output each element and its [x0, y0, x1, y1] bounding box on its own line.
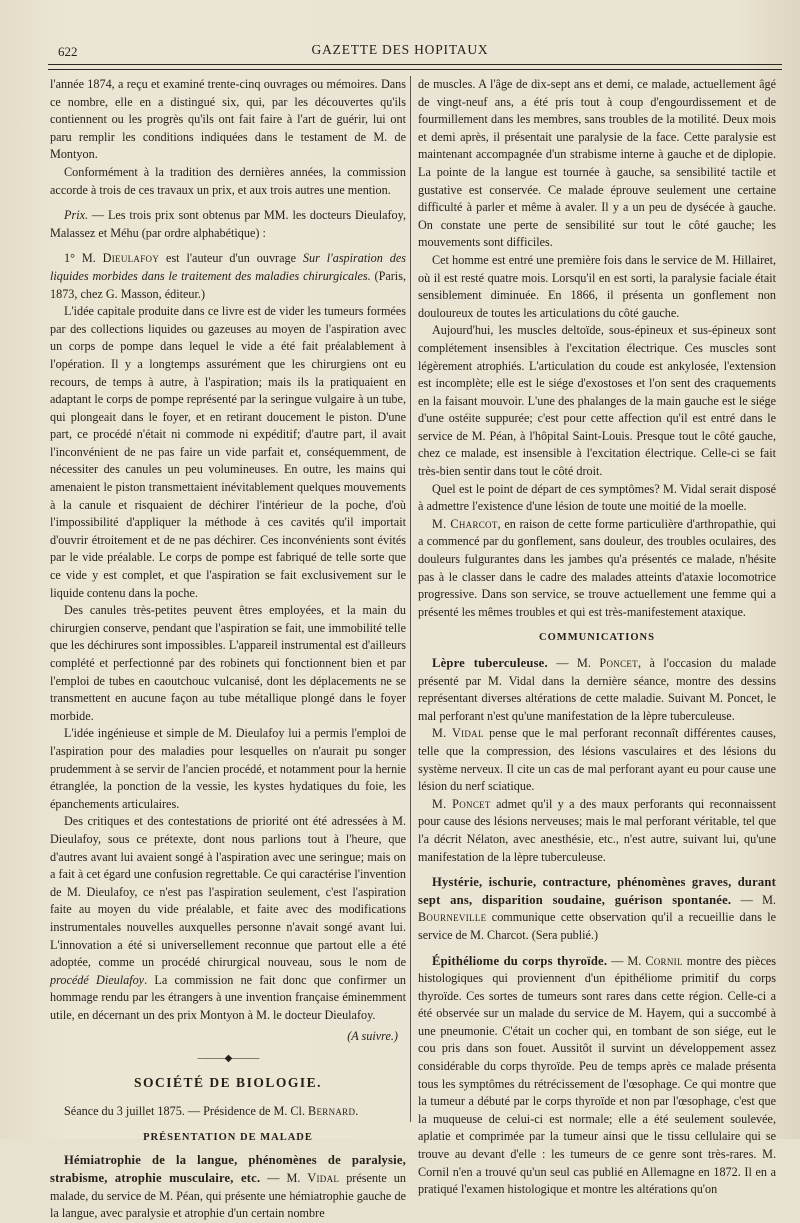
paragraph	[418, 796, 776, 866]
session-line	[50, 1103, 406, 1121]
paragraph: de muscles. A l'âge de dix-sept ans et demi, ce malade, actuellement âgé de vingt-neuf ans, a été pris tout à coup d'engourdissement et de fourmillement dans les membres, sans troubles de la motilité. Deux mois et demi après, il présentait une paralysie de la face. Cette paralysie est maintenant accompagnée d'un strabisme interne à gauche et de diplopie. La pointe de la langue est tournée à gauche, sa sensibilité tactile et gustative est conservée. Ce malade éprouve seulement une certaine difficulté à parler et même à avaler. Il y a un peu de dysécée à gauche. On constate une perte de sensibilité sur tout le côté gauche; les mouvements sont difficiles.	[418, 77, 776, 250]
epitheliome-paragraph	[418, 953, 776, 1199]
text-run: pense que le mal perforant reconnaît différentes causes, telle que la compression, des lésions vasculaires et des lésions du système nerveux. Il cite un cas de mal perforant ayant eu pour cause une lésion du nerf sciatique.	[418, 726, 776, 794]
paragraph: Cet homme est entré une première fois dans le service de M. Hillairet, où il est resté quatre mois. Lorsqu'il en est sorti, la paralysie faciale était sensiblement diminuée. En 1866, il présenta un gonflement non douloureux de toutes les articulations du côté gauche.	[418, 252, 776, 320]
header-rule	[48, 64, 782, 65]
session-end: .	[355, 1104, 359, 1119]
column-divider	[410, 76, 411, 1122]
article-title: Épithéliome du corps thyroïde.	[432, 953, 608, 968]
item-text: est l'auteur d'un ouvrage	[159, 251, 303, 266]
subsection-heading: COMMUNICATIONS	[539, 632, 655, 644]
item-title: Sur l'aspiration des liquides morbides dans le traitement des maladies chirurgicales.	[50, 251, 406, 283]
author-name: Cornil	[645, 953, 683, 968]
item-author: Dieulafoy	[102, 251, 160, 266]
paragraph: Quel est le point de départ de ces symptômes? M. Vidal serait disposé à admettre l'existence d'une lésion de toute une moitié de la moelle.	[418, 481, 776, 514]
dash: — M.	[607, 953, 646, 968]
article-text: , à l'occasion du malade présenté par M. Vidal dans la dernière séance, montre des dessins représentant diverses altérations de cette maladie. Suivant M. Poncet, le mal perforant n'est qu'une manifestation de la lèpre tuberculeuse.	[418, 656, 776, 723]
article-title: Lèpre tuberculeuse.	[432, 656, 548, 670]
author-name: Bourneville	[418, 910, 487, 925]
left-column	[50, 76, 406, 1223]
paragraph: L'idée capitale produite dans ce livre est de vider les tumeurs formées par des collections liquides ou gazeuses au moyen de l'aspiration avec un corps de pompe dans lequel le vide a été fait préalablement à l'opération. Il y a longtemps assurément que les chirurgiens ont eu recours, de temps à autre, à l'aspiration; mais ils la pratiquaient en adaptant le corps de pompe représenté par la seringue vulgaire à un tube, qui plongeait dans le foyer, et en retirant doucement le piston. D'une part, ce procédé n'était ni commode ni expéditif; d'autre part, il avait l'inconvénient de ne pas faire un vide parfait et, conséquemment, de nécessiter des canules un peu volumineuses. En outre, les mains qui amenaient le piston transmettaient inévitablement quelques mouvements à la canule et risquaient de déchirer l'intérieur de la poche, d'où l'impossibilité d'appliquer la méthode à ces cavités qu'il importait d'ouvrir étroitement et de ne pas déchirer. Ces inconvénients sont évités par le vide préalable. Le corps de pompe est fabriqué de telle sorte que ce vide y est complet, et que l'aspiration se fait exclusivement sur le liquide contenu dans la poche.	[50, 304, 406, 600]
text-run: Des critiques et des contestations de priorité ont été adressées à M. Dieulafoy, sous ce prétexte, dont nous parlions tout à l'heure, que d'autres avant lui avaient songé à l'aspiration avec une seringue; mais on a fait à cet égard une confusion regrettable. Ce qui caractérise l'invention de M. Dieulafoy, ce n'est pas l'aspiration seulement, c'est l'aspiration faite au moyen du vide préalable, et faite avec des modifications instrumentales nouvelles auxquelles personne n'avait songé avant lui. L'innovation a été si universellement reconnue que partout elle a été adoptée, comme un procédé chirurgical nouveau, sous le nom de	[50, 814, 406, 970]
ornament-divider: ———◆———	[197, 1053, 259, 1065]
page-header	[0, 40, 800, 64]
prix-text: — Les trois prix sont obtenus par MM. les docteurs Dieulafoy, Malassez et Méhu (par ordre alphabétique) :	[50, 208, 406, 240]
text-run: , en raison de cette forme particulière d'arthropathie, qui a commencé par du gonflement, sans douleur, des troubles oculaires, des douleurs fulgurantes dans les jambes qu'a présentés ce malade, n'hésite pas à le classer dans le cadre des malades atteints d'ataxie locomotrice progressive. Dans son service, se trouve actuellement une femme qui a présenté les mêmes troubles et qui est très-manifestement ataxique.	[418, 516, 776, 619]
page-number: 622	[58, 44, 78, 59]
article-title: Hystérie, ischurie, contracture, phénomènes graves, durant sept ans, disparition soudaine, guérison spontanée.	[418, 875, 776, 907]
text-run: . La commission ne fait donc que confirmer un hommage rendu par les étrangers à une invention française éminemment utile, en décernant un des prix Montyon à M. le docteur Dieulafoy.	[50, 972, 407, 1022]
article-text: présente un malade, du service de M. Péan, qui présente une hémiatrophie gauche de la langue, avec paralysie et atrophie d'un certain nombre	[50, 1171, 406, 1221]
lepre-paragraph	[418, 655, 776, 725]
author-name: Poncet	[599, 656, 638, 670]
paragraph: Conformément à la tradition des dernières années, la commission accorde à trois de ces travaux un prix, et aux trois autres une mention.	[50, 164, 406, 197]
author-name: M. Poncet	[432, 796, 491, 811]
header-rule-thin	[48, 69, 782, 70]
text-run: admet qu'il y a des maux perforants qui reconnaissent pour cause des lésions nerveuses; mais le mal perforant véritable, tel que l'a décrit Nélaton, avec anesthésie, etc., n'est autre, suivant lui, qu'une manifestation de la lèpre tuberculeuse.	[418, 796, 776, 864]
paragraph: Aujourd'hui, les muscles deltoïde, sous-épineux et sus-épineux sont complétement insensibles à l'excitation électrique. Ces muscles sont légèrement atrophiés. L'articulation du coude est ankylosée, l'extension est incomplète; elle est le siége d'exostoses et l'on sent des craquements en la faisant mouvoir. L'une des phalanges de la main gauche est le siége d'une ostéite suppurée; c'est pour cette affection qu'il est entré dans le service de M. Péan, à l'hôpital Saint-Louis. Presque tout le côté gauche, chez ce malade, est insensible à l'excitation électrique. Celle-ci se fait très-bien sentir dans tout le côté droit.	[418, 323, 776, 479]
item-publication: (Paris, 1873, chez G. Masson, éditeur.)	[50, 268, 406, 301]
paragraph	[418, 725, 776, 795]
article-text: montre des pièces histologiques qui proviennent d'un épithéliome primitif du corps thyroïde. Ces sortes de tumeurs sont rares dans cette région. Celle-ci a été observée sur un malade du service de M. Hayem, qui a succombé à une pneumonie. C'était un cocher qui, en tombant de son siége, eut le cou pris dans son fouet. Aussitôt il survint un développement assez considérable du corps thyroïde. Peu de temps après ce malade présenta tous les symptômes du rétrécissement de l'œsophage. Ce qui montre que la tumeur a débuté par le corps thyroïde et non par l'œsophage, c'est que la muqueuse de celui-ci est normale; elle a été seulement soulevée, aplatie et comprimée par la tumeur ainsi que le tissu cellulaire qui se trouve au devant d'elle : les tumeurs de ce genre sont très-rares. M. Cornil n'en a trouvé qu'un seul cas publié en Allemagne en 1872. Il en a pratiqué l'examen histologique et montre les altérations qu'on	[418, 953, 777, 1197]
right-column	[418, 76, 776, 1199]
dash: — M.	[547, 656, 600, 670]
section-title: SOCIÉTÉ DE BIOLOGIE.	[134, 1074, 322, 1090]
prix-paragraph	[50, 207, 406, 242]
article-text: communique cette observation qu'il a recueillie dans le service de M. Charcot. (Sera publié.)	[418, 910, 776, 942]
dash: — M.	[260, 1171, 308, 1186]
dash: — M.	[731, 892, 776, 907]
hysterie-paragraph	[418, 874, 776, 944]
prix-label: Prix.	[64, 208, 89, 223]
paragraph	[418, 516, 776, 622]
paragraph: Des canules très-petites peuvent êtres employées, et la main du chirurgien conserve, pendant que l'aspiration se fait, une immobilité telle que les déchirures sont impossibles. L'appareil instrumental est d'ailleurs complété et perfectionné par des robinets qui fonctionnent bien et par l'emploi de tubes en caoutchouc vulcanisé, dont les déplacements ne se transmettent en aucune façon au tube métallique plongé dans le foyer morbide.	[50, 603, 406, 723]
author-name: M. Charcot	[432, 516, 498, 531]
to-be-continued: (A suivre.)	[347, 1029, 398, 1044]
item-dieulafoy	[50, 250, 406, 303]
subsection-heading: PRÉSENTATION DE MALADE	[143, 1131, 313, 1143]
author-name: M. Vidal	[432, 726, 484, 741]
item-number: 1° M.	[64, 251, 103, 266]
article-title: Hémiatrophie de la langue, phénomènes de paralysie, strabisme, atrophie musculaire, etc.	[50, 1153, 406, 1186]
running-title: GAZETTE DES HOPITAUX	[311, 42, 489, 57]
paragraph	[50, 813, 406, 1024]
session-text: Séance du 3 juillet 1875. — Présidence de M. Cl.	[64, 1104, 309, 1119]
paragraph: l'année 1874, a reçu et examiné trente-cinq ouvrages ou mémoires. Dans ce nombre, elle en a distingué six, qui, par les découvertes qu'ils contiennent ou les progrès qu'ils ont fait faire à l'art de guérir, lui ont paru remplir les conditions indiquées dans le testament de M. de Montyon.	[50, 77, 406, 162]
author-name: Vidal	[307, 1171, 340, 1186]
italic-term: procédé Dieulafoy	[50, 972, 145, 987]
president-name: Bernard	[308, 1104, 356, 1119]
paragraph: L'idée ingénieuse et simple de M. Dieulafoy lui a permis l'emploi de l'aspiration pour des maladies pour lesquelles on n'aurait pu songer prudemment à se servir de l'ancien procédé, et notamment pour la hernie étranglée, la ponction de la vessie, les kystes hydatiques du foie, les épanchements articulaires.	[50, 726, 406, 811]
hemiatrophie-paragraph	[50, 1152, 406, 1222]
